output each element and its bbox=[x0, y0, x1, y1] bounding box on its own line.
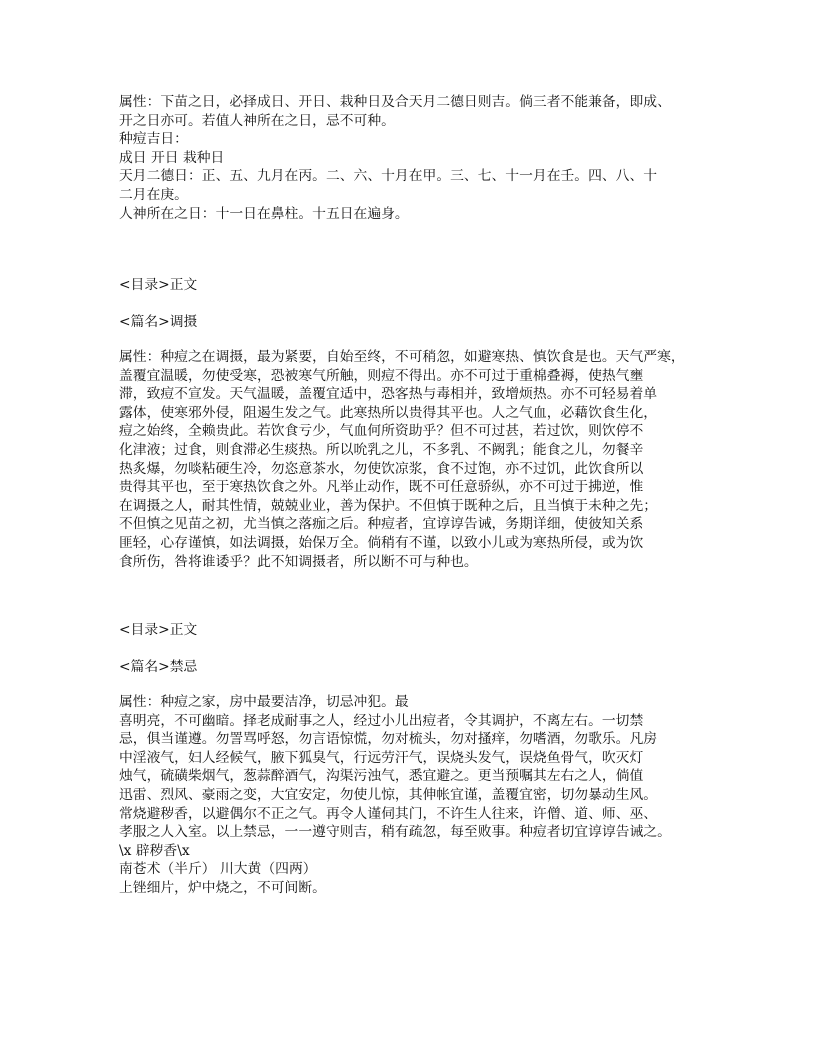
chapter-title-jinji: <篇名>禁忌 bbox=[119, 659, 198, 675]
text-line: 孝服之人入室。以上禁忌，一一遵守则吉，稍有疏忽，每至败事。种痘者切宜谆谆告诫之。 bbox=[119, 824, 671, 841]
text-line: 二月在庚。 bbox=[119, 186, 188, 203]
text-line: 人神所在之日：十一日在鼻柱。十五日在遍身。 bbox=[119, 205, 409, 222]
chapter-title-tiaoshe: <篇名>调摄 bbox=[119, 314, 198, 330]
text-line: 种痘吉日： bbox=[119, 131, 188, 148]
text-line: 痘之始终，全赖贵此。若饮食亏少，气血何所资助乎？但不可过甚，若过饮，则饮停不 bbox=[119, 423, 644, 440]
text-line: 热炙爆，勿啖粘硬生冷，勿恣意茶水，勿使饮凉浆，食不过饱，亦不过饥，此饮食所以 bbox=[119, 460, 644, 477]
text-line: 属性：种痘之家，房中最要洁净，切忌冲犯。最 bbox=[119, 694, 409, 710]
section-planting-days bbox=[119, 93, 719, 223]
text-line: 滞，致痘不宣发。天气温暖，盖覆宜适中，恐客热与毒相并，致增烦热。亦不可轻易着单 bbox=[119, 386, 658, 403]
text-line: 忌，俱当谨遵。勿詈骂呼怒，勿言语惊慌，勿对梳头，勿对搔痒，勿嗜酒，勿歌乐。凡房 bbox=[119, 731, 658, 748]
text-line: 成日 开日 栽种日 bbox=[119, 149, 225, 166]
text-line: 露体，使寒邪外侵，阻遏生发之气。此寒热所以贵得其平也。人之气血，必藉饮食生化， bbox=[119, 404, 658, 421]
text-line: 迅雷、烈风、豪雨之变，大宜安定，勿使儿惊，其伸帐宜谨，盖覆宜密，切勿暴动生风。 bbox=[119, 786, 658, 803]
text-line: 匪轻，心存谨慎，如法调摄，始保万全。倘稍有不谨，以致小儿或为寒热所侵，或为饮 bbox=[119, 534, 644, 551]
text-line: 贵得其平也，至于寒热饮食之外。凡举止动作，既不可任意骄纵，亦不可过于拂逆，惟 bbox=[119, 479, 644, 496]
text-line: 中淫液气，妇人经候气，腋下狐臭气，行远劳汗气，误烧头发气，误烧鱼骨气，吹灭灯 bbox=[119, 749, 644, 766]
catalog-heading-1: <目录>正文 bbox=[119, 277, 198, 293]
text-line: 食所伤，咎将谁诿乎？此不知调摄者，所以断不可与种也。 bbox=[119, 553, 478, 570]
text-line: 烛气，硫磺柴烟气，葱蒜醉酒气，沟渠污浊气，悉宜避之。更当预嘱其左右之人，倘值 bbox=[119, 768, 644, 785]
text-line: 在调摄之人，耐其性情，兢兢业业，善为保护。不但慎于既种之后，且当慎于未种之先； bbox=[119, 497, 658, 514]
text-line: 上锉细片，炉中烧之，不可间断。 bbox=[119, 879, 326, 896]
text-line: 南苍术（半斤） 川大黄（四两） bbox=[119, 861, 317, 878]
section-tiaoshe-body bbox=[119, 348, 719, 571]
text-line: 属性：种痘之在调摄，最为紧要，自始至终，不可稍忽，如避寒热、慎饮食是也。天气严寒， bbox=[119, 349, 685, 365]
text-line: 喜明亮，不可幽暗。择老成耐事之人，经过小儿出痘者，令其调护，不离左右。一切禁 bbox=[119, 712, 644, 729]
catalog-heading-2: <目录>正文 bbox=[119, 622, 198, 638]
text-line: 开之日亦可。若值人神所在之日，忌不可种。 bbox=[119, 112, 395, 129]
section-jinji-body bbox=[119, 693, 719, 898]
text-line: 盖覆宜温暖，勿使受寒，恐被寒气所触，则痘不得出。亦不可过于重棉叠褥，使热气壅 bbox=[119, 367, 644, 384]
text-line: \x 辟秽香\x bbox=[119, 842, 190, 859]
text-line: 属性：下苗之日，必择成日、开日、栽种日及合天月二德日则吉。倘三者不能兼备，即成、 bbox=[119, 94, 671, 110]
text-line: 化津液；过食，则食滞必生痰热。所以吮乳之儿，不多乳、不阙乳；能食之儿，勿餐辛 bbox=[119, 441, 644, 458]
text-line: 不但慎之见苗之初，尤当慎之落痂之后。种痘者，宜谆谆告诫，务期详细，使彼知关系 bbox=[119, 516, 644, 533]
text-line: 天月二德日：正、五、九月在丙。二、六、十月在甲。三、七、十一月在壬。四、八、十 bbox=[119, 168, 658, 185]
text-line: 常烧避秽香，以避偶尔不正之气。再令人谨伺其门，不许生人往来，许僧、道、师、巫、 bbox=[119, 805, 658, 822]
